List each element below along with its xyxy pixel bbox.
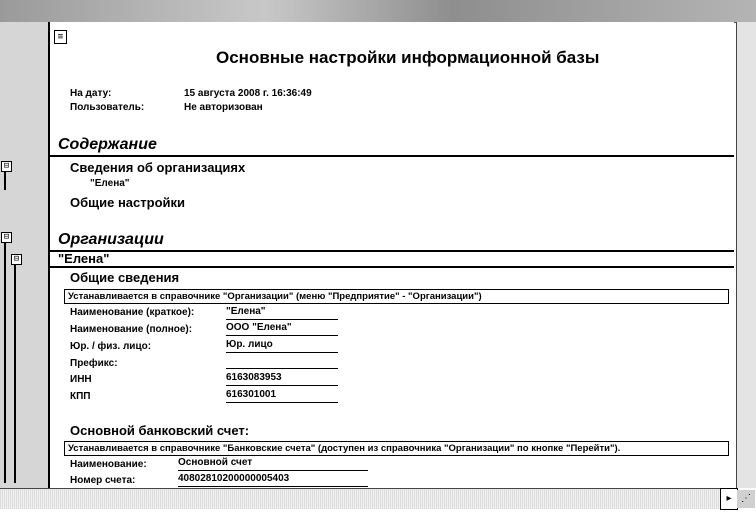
field-label-account-name: Наименование: bbox=[70, 459, 147, 470]
date-label: На дату: bbox=[70, 88, 112, 99]
organizations-heading: Организации bbox=[58, 231, 164, 248]
outline-group-line bbox=[4, 243, 6, 483]
outline-panel bbox=[0, 22, 48, 490]
field-value-entity-type: Юр. лицо bbox=[226, 339, 338, 353]
outline-collapse-org-icon[interactable]: ⊟ bbox=[11, 254, 22, 265]
resize-grip-icon[interactable]: ⋰ bbox=[737, 490, 755, 508]
outline-group-line bbox=[14, 265, 16, 483]
user-value: Не авторизован bbox=[184, 102, 263, 113]
field-label-kpp: КПП bbox=[70, 391, 91, 402]
outline-group-line bbox=[4, 172, 6, 190]
report-title: Основные настройки информационной базы bbox=[216, 48, 600, 67]
outline-collapse-contents-icon[interactable]: ⊟ bbox=[1, 161, 12, 172]
field-value-full-name: ООО "Елена" bbox=[226, 322, 338, 336]
bank-account-hint: Устанавливается в справочнике "Банковские счета" (доступен из справочника "Организации" по кнопке "Перейти"). bbox=[64, 441, 729, 456]
contents-heading: Содержание bbox=[58, 136, 157, 153]
field-value-prefix bbox=[226, 355, 338, 369]
org-name-heading: "Елена" bbox=[58, 251, 110, 266]
field-value-kpp: 616301001 bbox=[226, 389, 338, 403]
field-label-account-number: Номер счета: bbox=[70, 475, 136, 486]
window-titlebar bbox=[0, 0, 756, 23]
field-label-prefix: Префикс: bbox=[70, 358, 118, 369]
field-value-short-name: "Елена" bbox=[226, 306, 338, 320]
organizations-rule bbox=[50, 250, 734, 252]
contents-link-general-settings[interactable]: Общие настройки bbox=[70, 195, 185, 210]
field-label-entity-type: Юр. / физ. лицо: bbox=[70, 341, 152, 352]
field-label-short-name: Наименование (краткое): bbox=[70, 307, 195, 318]
date-value: 15 августа 2008 г. 16:36:49 bbox=[184, 88, 312, 99]
vertical-scrollbar[interactable] bbox=[736, 22, 756, 488]
general-info-heading: Общие сведения bbox=[70, 270, 180, 285]
org-name-rule bbox=[50, 266, 734, 268]
field-value-account-number: 40802810200000005403 bbox=[178, 473, 368, 487]
field-label-full-name: Наименование (полное): bbox=[70, 324, 193, 335]
field-value-inn: 6163083953 bbox=[226, 372, 338, 386]
report-sheet bbox=[50, 22, 734, 486]
contents-link-organizations[interactable]: Сведения об организациях bbox=[70, 160, 246, 175]
sheet-corner-icon[interactable]: ≡ bbox=[54, 30, 67, 44]
horizontal-scrollbar[interactable] bbox=[0, 488, 720, 509]
contents-rule bbox=[50, 155, 734, 157]
contents-link-org-elena[interactable]: "Елена" bbox=[90, 178, 130, 189]
bank-account-heading: Основной банковский счет: bbox=[70, 423, 250, 438]
scroll-right-icon[interactable]: ▸ bbox=[720, 488, 738, 510]
field-label-inn: ИНН bbox=[70, 374, 92, 385]
general-info-hint: Устанавливается в справочнике "Организации" (меню "Предприятие" - "Организации") bbox=[64, 289, 729, 304]
field-value-account-name: Основной счет bbox=[178, 457, 368, 471]
user-label: Пользователь: bbox=[70, 102, 145, 113]
outline-collapse-organizations-icon[interactable]: ⊟ bbox=[1, 232, 12, 243]
